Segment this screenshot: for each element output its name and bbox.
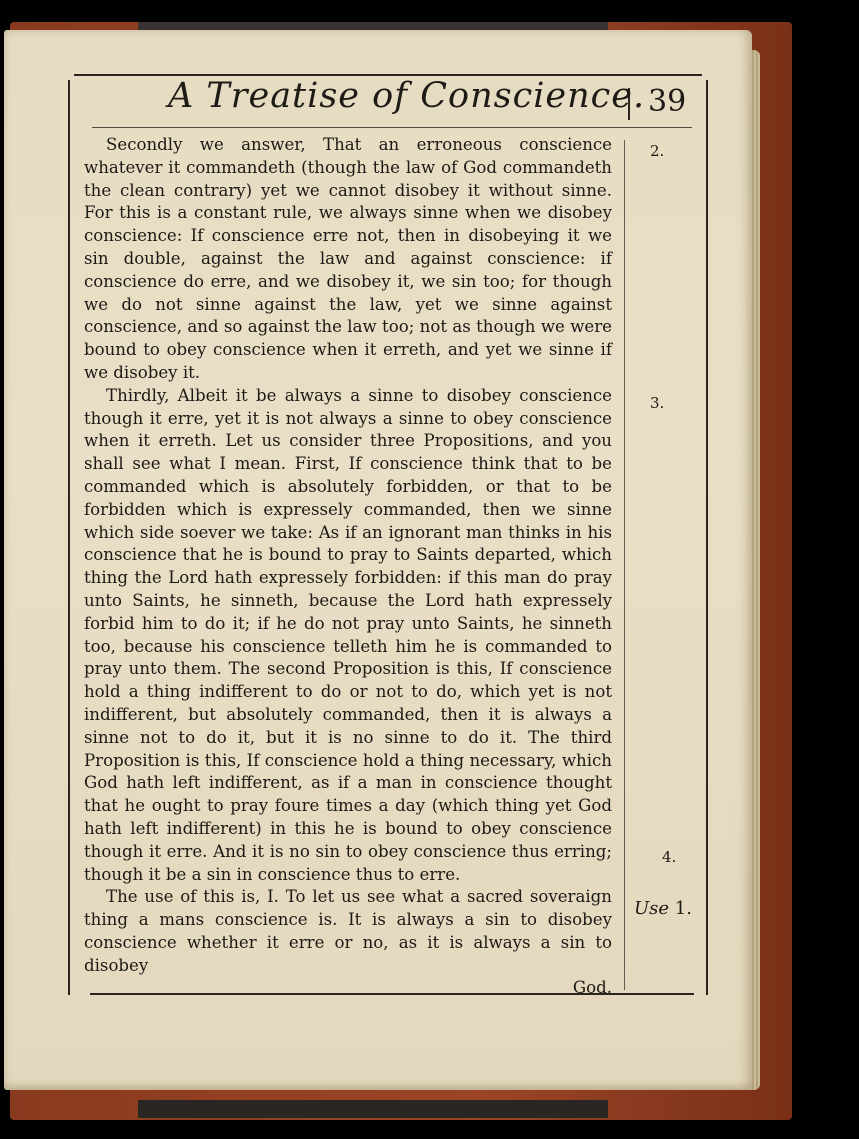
margin-note-4: 4. (662, 848, 677, 866)
left-frame-rule (68, 80, 70, 995)
margin-note-2: 2. (650, 142, 665, 160)
paragraph-secondly: Secondly we answer, That an erroneous conscience whatever it commandeth (though the law of God commandeth the clean contrary) yet we cannot disobey it without sinne. For this is a constant rule, we always sinne when we disobey conscience: If conscience erre not, then in disobeying it we sin double, against the law and against conscience: if conscience do erre, and we disobey it, we sin too; for though we do not sinne against the law, yet we sinne against conscience, and so against the law too; not as though we were bound to obey conscience when it erreth, and yet we sinne if we disobey it. (84, 135, 612, 382)
right-frame-rule (706, 80, 708, 995)
margin-note-3: 3. (650, 394, 665, 412)
catchword: God. (572, 978, 612, 998)
use-label: Use (634, 898, 670, 919)
use-number: 1. (674, 898, 692, 919)
running-title: A Treatise of Conscience. (168, 76, 646, 116)
paragraph-use: The use of this is, I. To let us see what a sacred soveraign thing a mans conscience is. It is always a sin to disobey conscience whether it erre or no, as it is always a sin to disobey (84, 887, 612, 975)
page-number: 39 (648, 84, 687, 119)
header-underline (92, 127, 692, 128)
book-tailband (138, 1100, 608, 1118)
margin-note-use (634, 898, 692, 919)
paragraph-thirdly: Thirdly, Albeit it be always a sinne to disobey conscience though it erre, yet it is not always a sinne to obey conscience when it erreth. Let us consider three Propositions, and you shall see what I mean. First, If conscience think that to be commanded which is absolutely forbidden, or that to be forbidden which is expressely commanded, then we sinne which side soever we take: As if an ignorant man thinks in his conscience that he is bound to pray to Saints departed, which thing the Lord hath expressely forbidden: if this man do pray unto Saints, he sinneth, because the Lord hath expressely forbid him to do it; if he do not pray unto Saints, he sinneth too, because his conscience telleth him he is commanded to pray unto them. The second Proposition is this, If conscience hold a thing indifferent to do or not to do, which yet is not indifferent, but absolutely commanded, then it is always a sinne not to do it, but it is no sinne to do it. The third Proposition is this, If conscience hold a thing necessary, which God hath left indifferent, as if a man in conscience thought that he ought to pray foure times a day (which thing yet God hath left indifferent) in this he is bound to obey conscience though it erre. And it is no sin to obey conscience thus erring; though it be a sin in conscience thus to erre. (84, 385, 612, 884)
margin-rule (624, 140, 625, 990)
body-text (84, 134, 612, 1000)
